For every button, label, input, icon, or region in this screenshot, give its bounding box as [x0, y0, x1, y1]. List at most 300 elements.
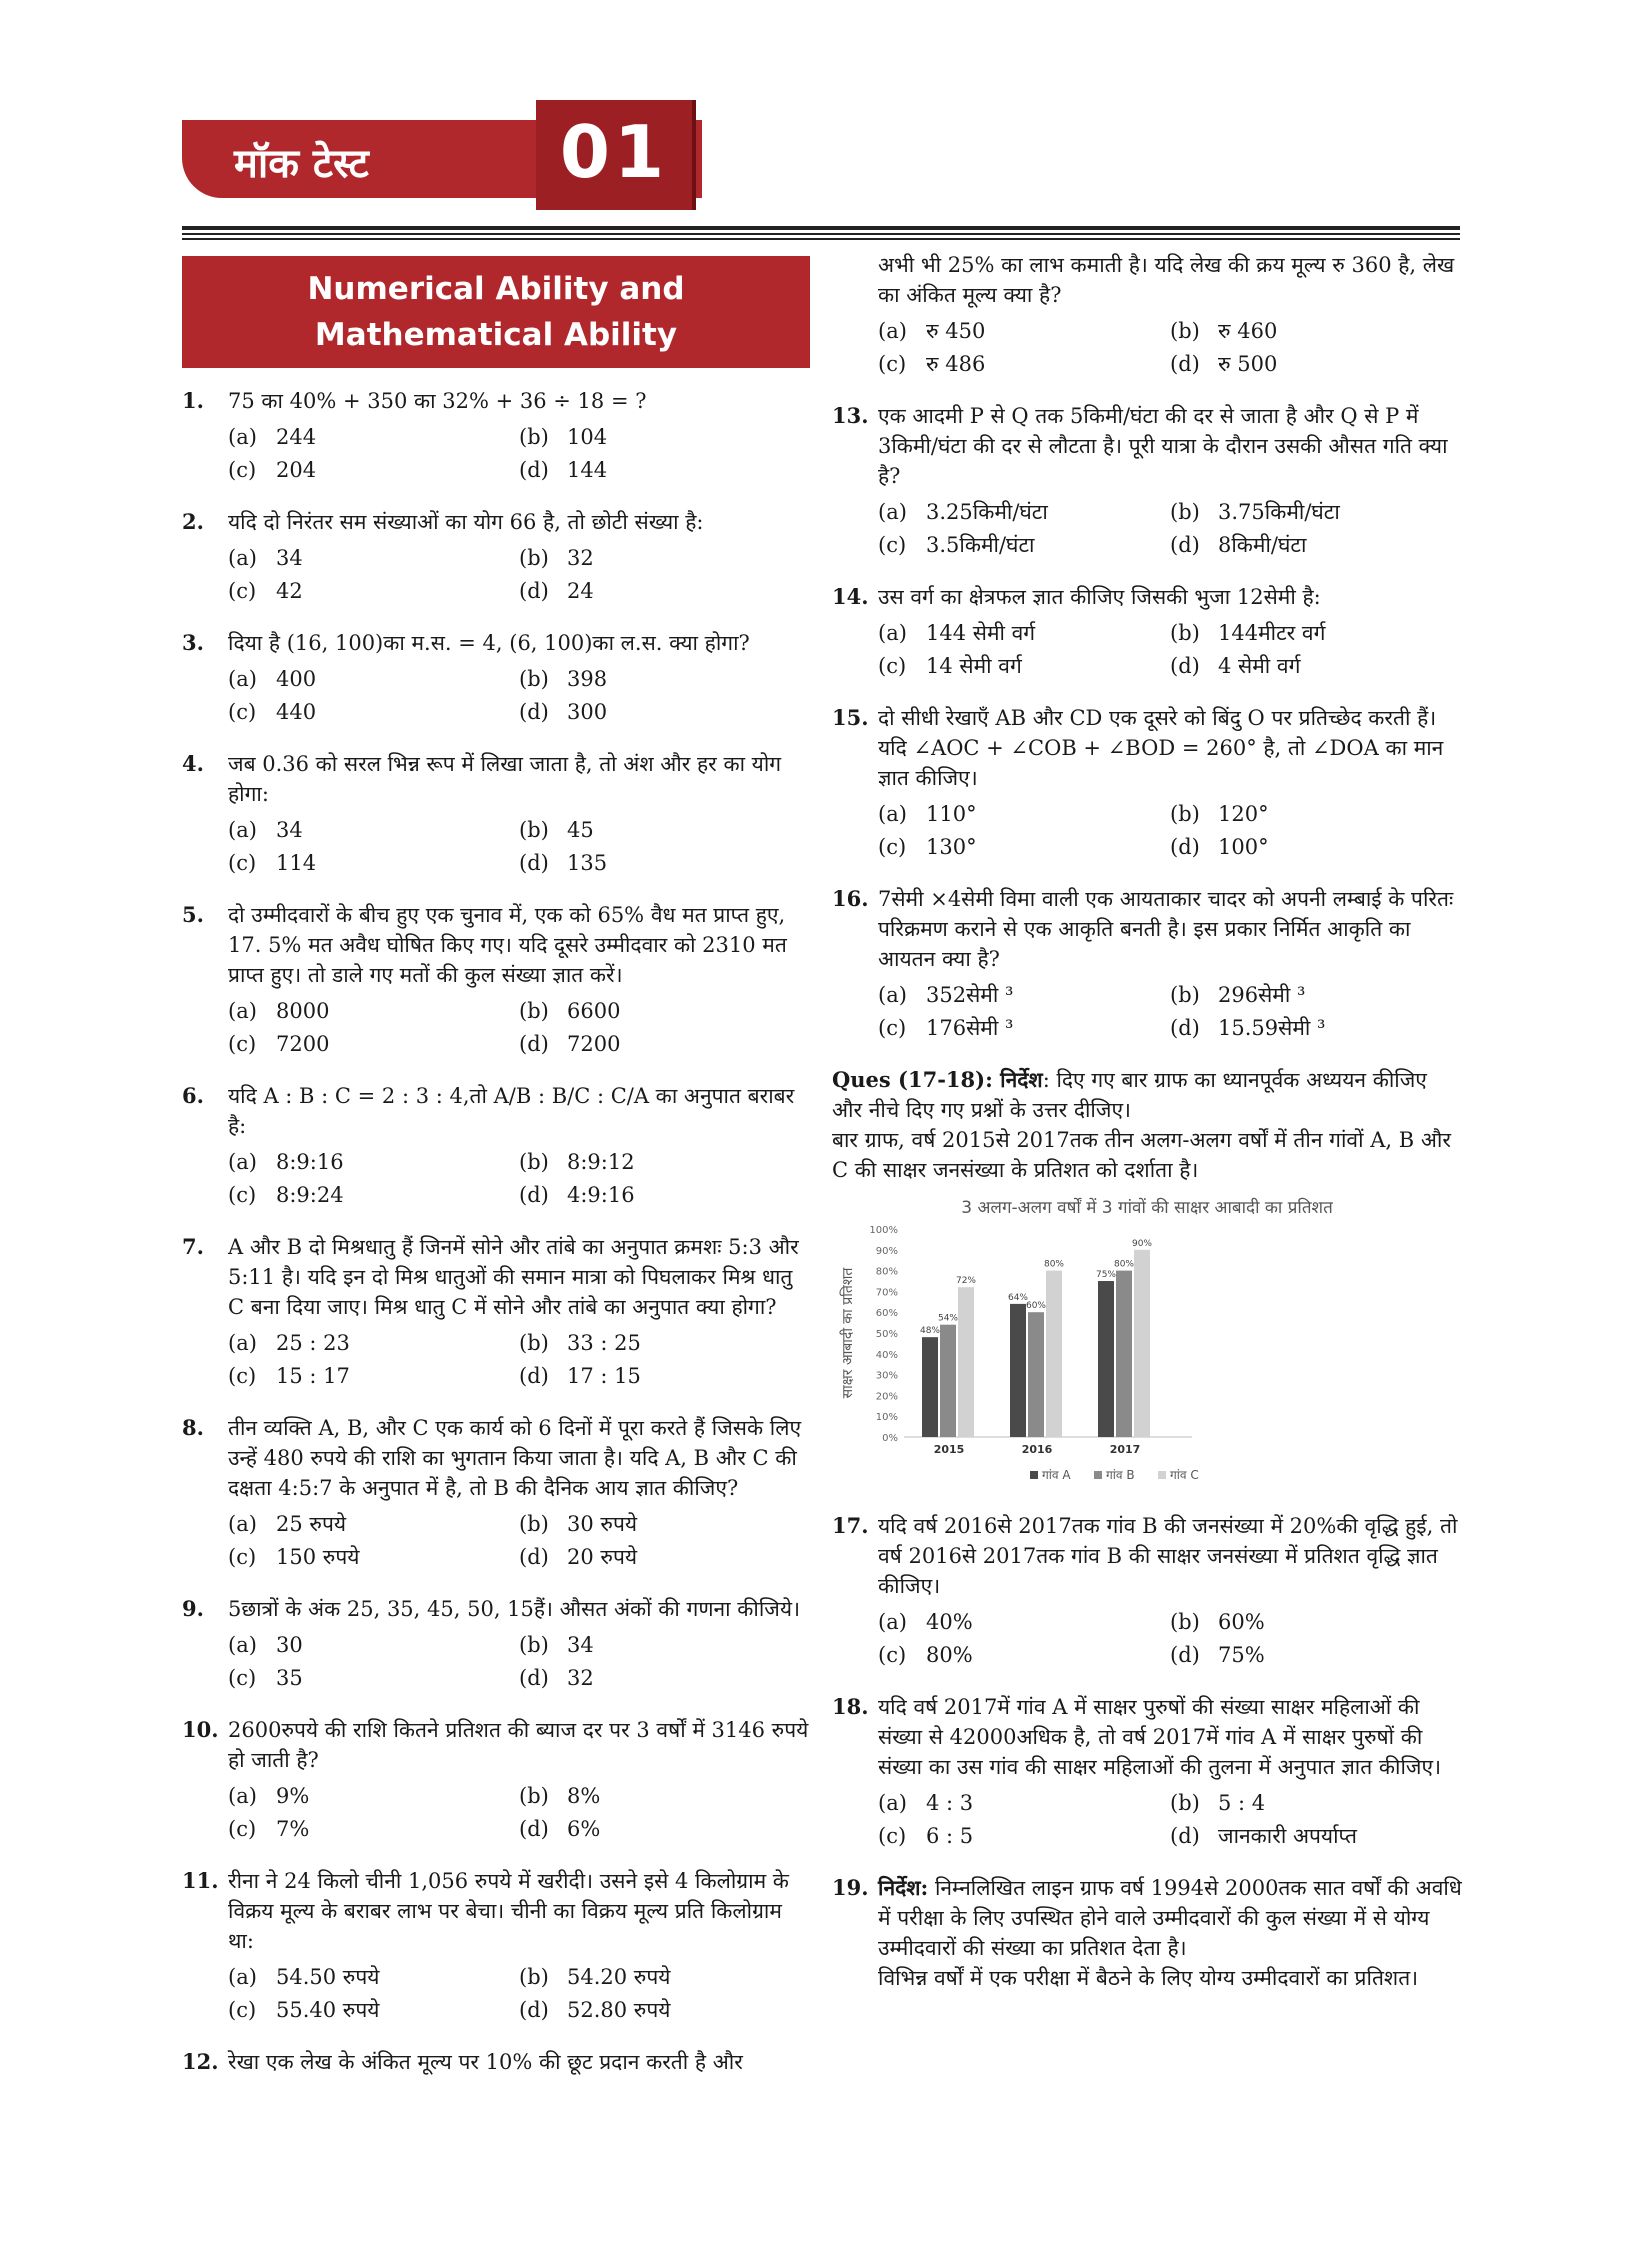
option-value: 32: [567, 1666, 594, 1690]
option-letter: (d): [1170, 1824, 1200, 1848]
question-text: रीना ने 24 किलो चीनी 1,056 रुपये में खरीदी। उसने इसे 4 किलोग्राम के विक्रय मूल्य के बराबर लाभ पर बेचा। चीनी का विक्रय मूल्य प्रति किलोग्राम था:: [228, 1869, 789, 1953]
option: [228, 1542, 519, 1572]
question-number: 7.: [182, 1234, 204, 1259]
option-value: 104: [567, 425, 608, 449]
option-letter: (b): [1170, 621, 1200, 645]
option-letter: (d): [519, 1545, 549, 1569]
options: [878, 799, 1462, 862]
option-letter: (a): [228, 1512, 257, 1536]
question-text: दो सीधी रेखाएँ AB और CD एक दूसरे को बिंदु O पर प्रतिच्छेद करती हैं। यदि ∠AOC + ∠COB + ∠BOD = 260° है, तो ∠DOA का मान ज्ञात कीजिए।: [878, 706, 1444, 790]
option: [1170, 980, 1462, 1010]
header-rule-thin-1: [182, 233, 1460, 235]
option-letter: (a): [228, 999, 257, 1023]
left-question-list: [182, 386, 810, 2077]
option: [228, 543, 519, 573]
y-tick-label: 20%: [875, 1391, 898, 1403]
option-letter: (b): [519, 1512, 549, 1536]
option: [228, 848, 519, 878]
option-letter: (c): [878, 1016, 907, 1040]
question-9: [182, 1594, 810, 1693]
option-value: 150 रुपये: [276, 1545, 360, 1569]
question-number: 8.: [182, 1415, 204, 1440]
options: [878, 1788, 1462, 1851]
question-12: [182, 2047, 810, 2077]
option: [878, 349, 1170, 379]
legend-swatch: [1030, 1471, 1038, 1479]
option-letter: (c): [228, 1817, 257, 1841]
option-letter: (c): [228, 1545, 257, 1569]
option: [878, 980, 1170, 1010]
header-label: मॉक टेस्ट: [234, 141, 369, 187]
option-value: 144: [567, 458, 608, 482]
question-number: 6.: [182, 1083, 204, 1108]
option-value: 14 सेमी वर्ग: [926, 654, 1022, 678]
legend-label: गांव A: [1042, 1468, 1071, 1482]
question-text: रेखा एक लेख के अंकित मूल्य पर 10% की छूट प्रदान करती है और: [228, 2050, 743, 2074]
option-letter: (a): [228, 425, 257, 449]
option: [878, 316, 1170, 346]
chart-svg: [832, 1217, 1462, 1497]
option: [519, 996, 810, 1026]
option-letter: (a): [878, 621, 907, 645]
option-letter: (c): [228, 1666, 257, 1690]
left-column: [182, 250, 810, 2099]
option: [228, 422, 519, 452]
option-letter: (d): [519, 1817, 549, 1841]
option-value: रु 500: [1218, 352, 1278, 376]
option-value: रु 450: [926, 319, 986, 343]
question-12-continued-text: अभी भी 25% का लाभ कमाती है। यदि लेख की क्रय मूल्य रु 360 है, लेख का अंकित मूल्य क्या है?: [878, 253, 1455, 307]
bar: [1116, 1271, 1132, 1437]
option-letter: (b): [519, 1633, 549, 1657]
question-17: [832, 1511, 1462, 1670]
option-letter: (b): [1170, 500, 1200, 524]
header-rule-thick: [182, 226, 1460, 230]
option-value: 8000: [276, 999, 330, 1023]
question-text: दिया है (16, 100)का म.स. = 4, (6, 100)का ल.स. क्या होगा?: [228, 631, 750, 655]
question-number: 4.: [182, 751, 204, 776]
option: [519, 697, 810, 727]
option-value: 3.5किमी/घंटा: [926, 533, 1035, 557]
options: [228, 996, 810, 1059]
option-value: 40%: [926, 1610, 973, 1634]
option-letter: (b): [519, 1965, 549, 1989]
option: [878, 1640, 1170, 1670]
option-letter: (d): [519, 851, 549, 875]
question-19-text-2: विभिन्न वर्षों में एक परीक्षा में बैठने के लिए योग्य उम्मीदवारों का प्रतिशत।: [878, 1966, 1419, 1990]
option: [878, 832, 1170, 862]
question-number: 17.: [832, 1513, 869, 1538]
option-value: 144 सेमी वर्ग: [926, 621, 1036, 645]
question-3: [182, 628, 810, 727]
question-8: [182, 1413, 810, 1572]
option-letter: (b): [519, 1150, 549, 1174]
y-axis-label: साक्षर आबादी का प्रतिशत: [840, 1267, 856, 1399]
option-letter: (c): [878, 835, 907, 859]
options: [878, 497, 1462, 560]
option-value: 32: [567, 546, 594, 570]
literacy-bar-chart: [832, 1195, 1462, 1495]
section-title: Numerical Ability and Mathematical Ability: [182, 256, 810, 368]
option-value: 5 : 4: [1218, 1791, 1266, 1815]
option-value: 54.50 रुपये: [276, 1965, 380, 1989]
option-value: 110°: [926, 802, 977, 826]
option-value: जानकारी अपर्याप्त: [1218, 1824, 1357, 1848]
question-15: [832, 703, 1462, 862]
option-letter: (b): [1170, 1791, 1200, 1815]
question-number: 5.: [182, 902, 204, 927]
option: [1170, 349, 1462, 379]
option-value: 8:9:12: [567, 1150, 635, 1174]
option-value: 9%: [276, 1784, 310, 1808]
option-value: 398: [567, 667, 608, 691]
option: [878, 1788, 1170, 1818]
option-letter: (a): [228, 546, 257, 570]
option-value: 80%: [926, 1643, 973, 1667]
option-value: 135: [567, 851, 608, 875]
option-value: 15.59सेमी ³: [1218, 1016, 1326, 1040]
option-value: 24: [567, 579, 594, 603]
option: [228, 697, 519, 727]
y-tick-label: 0%: [882, 1433, 898, 1444]
bar-data-label: 80%: [1113, 1259, 1135, 1270]
option-value: रु 486: [926, 352, 986, 376]
option-letter: (a): [228, 1633, 257, 1657]
option-value: 54.20 रुपये: [567, 1965, 671, 1989]
question-text: तीन व्यक्ति A, B, और C एक कार्य को 6 दिनों में पूरा करते हैं जिसके लिए उन्हें 480 रुपये की राशि का भुगतान किया जाता है। यदि A, B और C की दक्षता 4:5:7 के अनुपात में है, तो B की दैनिक आय ज्ञात कीजिए?: [228, 1416, 802, 1500]
option-value: 55.40 रुपये: [276, 1998, 380, 2022]
option-letter: (a): [228, 1784, 257, 1808]
option-value: 7%: [276, 1817, 310, 1841]
option: [519, 1962, 810, 1992]
direction-17-18: [832, 1065, 1462, 1185]
option: [519, 1814, 810, 1844]
option-letter: (c): [228, 458, 257, 482]
legend-swatch: [1158, 1471, 1166, 1479]
option-value: 25 : 23: [276, 1331, 350, 1355]
options: [878, 1607, 1462, 1670]
option-value: 352सेमी ³: [926, 983, 1014, 1007]
options: [228, 1781, 810, 1844]
bar-data-label: 60%: [1025, 1301, 1047, 1312]
bar: [1028, 1312, 1044, 1437]
option-value: 8:9:16: [276, 1150, 344, 1174]
bar: [1010, 1304, 1026, 1437]
legend-label: गांव B: [1106, 1468, 1135, 1482]
option-letter: (b): [519, 1784, 549, 1808]
option: [228, 1995, 519, 2025]
option-value: 34: [276, 546, 303, 570]
option-letter: (c): [228, 579, 257, 603]
question-19-text: निम्नलिखित लाइन ग्राफ वर्ष 1994से 2000तक सात वर्षों की अवधि में परीक्षा के लिए उपस्थित होने वाले उम्मीदवारों की कुल संख्या में से योग्य उम्मीदवारों की संख्या का प्रतिशत देता है।: [878, 1876, 1462, 1960]
bar-data-label: 80%: [1043, 1259, 1065, 1270]
question-number: 16.: [832, 886, 869, 911]
option-value: 30 रुपये: [567, 1512, 638, 1536]
option: [519, 1781, 810, 1811]
mock-test-header: [182, 100, 722, 198]
bar: [1046, 1271, 1062, 1437]
option: [878, 799, 1170, 829]
question-10: [182, 1715, 810, 1844]
option-letter: (b): [1170, 1610, 1200, 1634]
option-value: 3.25किमी/घंटा: [926, 500, 1048, 524]
option: [1170, 1821, 1462, 1851]
option: [1170, 832, 1462, 862]
option-value: 114: [276, 851, 317, 875]
y-tick-label: 60%: [875, 1308, 898, 1320]
direction-text: : दिए गए बार ग्राफ का ध्यानपूर्वक अध्ययन कीजिए और नीचे दिए गए प्रश्नों के उत्तर दीजिए।: [832, 1068, 1427, 1122]
question-19-label: निर्देश:: [878, 1875, 929, 1900]
option-letter: (d): [519, 1032, 549, 1056]
option-value: 33 : 25: [567, 1331, 641, 1355]
y-tick-label: 100%: [869, 1225, 898, 1236]
option-value: 60%: [1218, 1610, 1265, 1634]
option-letter: (b): [1170, 983, 1200, 1007]
option: [519, 1029, 810, 1059]
question-12-continued: [832, 250, 1462, 379]
question-number: 2.: [182, 509, 204, 534]
option: [519, 1663, 810, 1693]
option: [228, 1147, 519, 1177]
option-letter: (a): [228, 667, 257, 691]
option-letter: (d): [1170, 835, 1200, 859]
option-letter: (d): [1170, 352, 1200, 376]
option-letter: (c): [878, 533, 907, 557]
option-letter: (a): [878, 319, 907, 343]
option-letter: (b): [1170, 319, 1200, 343]
option-value: 7200: [276, 1032, 330, 1056]
option-letter: (c): [228, 1183, 257, 1207]
option: [228, 1814, 519, 1844]
option-letter: (c): [228, 700, 257, 724]
option-letter: (a): [878, 1610, 907, 1634]
option-value: 4 : 3: [926, 1791, 974, 1815]
direction-text-2: बार ग्राफ, वर्ष 2015से 2017तक तीन अलग-अलग वर्षों में तीन गांवों A, B और C की साक्षर जनसंख्या के प्रतिशत को दर्शाता है।: [832, 1128, 1451, 1182]
option-letter: (c): [878, 1643, 907, 1667]
question-number: 1.: [182, 388, 204, 413]
option-letter: (a): [878, 802, 907, 826]
option-letter: (d): [519, 700, 549, 724]
option-value: 6 : 5: [926, 1824, 974, 1848]
bar-data-label: 72%: [955, 1276, 977, 1287]
option-value: 8:9:24: [276, 1183, 344, 1207]
option: [519, 1328, 810, 1358]
option-value: 100°: [1218, 835, 1269, 859]
option: [1170, 651, 1462, 681]
option: [1170, 316, 1462, 346]
option-letter: (b): [1170, 802, 1200, 826]
header-rule-thin-2: [182, 238, 1460, 240]
question-19: [832, 1873, 1462, 1993]
option-value: 75%: [1218, 1643, 1265, 1667]
question-5: [182, 900, 810, 1059]
option: [519, 1995, 810, 2025]
question-text: 7सेमी ×4सेमी विमा वाली एक आयताकार चादर को अपनी लम्बाई के परितः परिक्रमण कराने से एक आकृति बनती है। इस प्रकार निर्मित आकृति का आयतन क्या है?: [878, 887, 1454, 971]
bar: [1134, 1250, 1150, 1437]
question-6: [182, 1081, 810, 1210]
option-letter: (c): [228, 851, 257, 875]
option-value: 30: [276, 1633, 303, 1657]
option-letter: (d): [519, 1998, 549, 2022]
option: [878, 530, 1170, 560]
option: [519, 664, 810, 694]
option-letter: (c): [228, 1032, 257, 1056]
y-tick-label: 70%: [875, 1287, 898, 1299]
option-letter: (d): [1170, 1016, 1200, 1040]
question-number: 12.: [182, 2049, 219, 2074]
option-value: 204: [276, 458, 317, 482]
bar: [958, 1287, 974, 1437]
option-letter: (d): [1170, 1643, 1200, 1667]
question-text: यदि वर्ष 2017में गांव A में साक्षर पुरुषों की संख्या साक्षर महिलाओं की संख्या से 42000अधिक है, तो वर्ष 2017में गांव A में साक्षर पुरुषों की संख्या का उस गांव की साक्षर महिलाओं की तुलना में अनुपात ज्ञात कीजिए।: [878, 1695, 1442, 1779]
option: [228, 1328, 519, 1358]
option: [1170, 1607, 1462, 1637]
option-value: 20 रुपये: [567, 1545, 638, 1569]
option-letter: (c): [878, 654, 907, 678]
options: [228, 1328, 810, 1391]
option: [878, 1607, 1170, 1637]
option-letter: (a): [228, 1965, 257, 1989]
question-number: 10.: [182, 1717, 219, 1742]
header-number: 01: [559, 110, 669, 194]
bar-data-label: 64%: [1007, 1292, 1029, 1303]
y-tick-label: 50%: [875, 1329, 898, 1340]
option-value: 130°: [926, 835, 977, 859]
option-value: 15 : 17: [276, 1364, 350, 1388]
option: [228, 1663, 519, 1693]
option-value: 400: [276, 667, 317, 691]
option: [519, 1630, 810, 1660]
option-letter: (c): [878, 1824, 907, 1848]
right-column: [832, 250, 1462, 2015]
question-16: [832, 884, 1462, 1043]
bar-data-label: 75%: [1095, 1270, 1117, 1280]
question-text: 75 का 40% + 350 का 32% + 36 ÷ 18 = ?: [228, 389, 647, 413]
option: [228, 1962, 519, 1992]
option-letter: (a): [228, 1331, 257, 1355]
option: [1170, 530, 1462, 560]
question-number: 15.: [832, 705, 869, 730]
option-letter: (d): [519, 579, 549, 603]
option-letter: (b): [519, 546, 549, 570]
option: [228, 664, 519, 694]
option: [519, 1361, 810, 1391]
bar: [940, 1325, 956, 1437]
option-value: 17 : 15: [567, 1364, 641, 1388]
bar: [1098, 1281, 1114, 1437]
question-text: 2600रुपये की राशि कितने प्रतिशत की ब्याज दर पर 3 वर्षों में 3146 रुपये हो जाती है?: [228, 1718, 809, 1772]
option: [1170, 799, 1462, 829]
option: [519, 1180, 810, 1210]
options: [878, 980, 1462, 1043]
option-value: 440: [276, 700, 317, 724]
option-value: 3.75किमी/घंटा: [1218, 500, 1340, 524]
option-value: 120°: [1218, 802, 1269, 826]
option: [1170, 1640, 1462, 1670]
option-value: 52.80 रुपये: [567, 1998, 671, 2022]
legend-swatch: [1094, 1471, 1102, 1479]
option-letter: (d): [1170, 654, 1200, 678]
question-number: 13.: [832, 403, 869, 428]
option: [519, 455, 810, 485]
option-letter: (d): [519, 1364, 549, 1388]
option: [228, 1029, 519, 1059]
option: [519, 543, 810, 573]
x-tick-label: 2015: [933, 1443, 965, 1456]
question-number: 3.: [182, 630, 204, 655]
options: [228, 1147, 810, 1210]
option: [519, 1542, 810, 1572]
question-text: दो उम्मीदवारों के बीच हुए एक चुनाव में, एक को 65% वैध मत प्राप्त हुए, 17. 5% मत अवैध घोषित किए गए। यदि दूसरे उम्मीदवार को 2310 मत प्राप्त हुए। तो डाले गए मतों की कुल संख्या ज्ञात करें।: [228, 903, 787, 987]
option-letter: (b): [519, 667, 549, 691]
question-number: 18.: [832, 1694, 869, 1719]
option: [519, 422, 810, 452]
option: [1170, 1788, 1462, 1818]
question-text: A और B दो मिश्रधातु हैं जिनमें सोने और तांबे का अनुपात क्रमशः 5:3 और 5:11 है। यदि इन दो मिश्र धातुओं की समान मात्रा को पिघलाकर मिश्र धातु C बना दिया जाए। मिश्र धातु C में सोने और तांबे का अनुपात क्या होगा?: [228, 1235, 799, 1319]
options: [228, 1509, 810, 1572]
options: [228, 815, 810, 878]
right-question-list-a: [832, 401, 1462, 1043]
option-letter: (d): [519, 458, 549, 482]
option-letter: (c): [228, 1364, 257, 1388]
option-letter: (a): [878, 1791, 907, 1815]
option: [228, 1781, 519, 1811]
option: [878, 618, 1170, 648]
option-value: 296सेमी ³: [1218, 983, 1306, 1007]
option: [228, 1630, 519, 1660]
question-4: [182, 749, 810, 878]
option-value: 4:9:16: [567, 1183, 635, 1207]
option-value: 34: [276, 818, 303, 842]
option-letter: (a): [228, 818, 257, 842]
option: [1170, 1013, 1462, 1043]
bar-data-label: 48%: [919, 1326, 941, 1337]
question-number: 14.: [832, 584, 869, 609]
option-letter: (b): [519, 1331, 549, 1355]
option: [878, 651, 1170, 681]
option-letter: (a): [878, 500, 907, 524]
option-letter: (d): [1170, 533, 1200, 557]
x-tick-label: 2017: [1109, 1443, 1141, 1456]
question-number: 9.: [182, 1596, 204, 1621]
options: [228, 543, 810, 606]
option-value: 176सेमी ³: [926, 1016, 1014, 1040]
question-number: 19.: [832, 1875, 869, 1900]
question-text: यदि वर्ष 2016से 2017तक गांव B की जनसंख्या में 20%की वृद्धि हुई, तो वर्ष 2016से 2017तक गांव B की साक्षर जनसंख्या में प्रतिशत वृद्धि ज्ञात कीजिए।: [878, 1514, 1458, 1598]
option-value: 4 सेमी वर्ग: [1218, 654, 1301, 678]
option-value: 8किमी/घंटा: [1218, 533, 1307, 557]
option: [878, 497, 1170, 527]
question-number: 11.: [182, 1868, 219, 1893]
option-value: रु 460: [1218, 319, 1278, 343]
question-12-options: [878, 316, 1462, 379]
option-letter: (d): [519, 1666, 549, 1690]
right-question-list-b: [832, 1511, 1462, 1851]
option-value: 6600: [567, 999, 621, 1023]
option: [878, 1821, 1170, 1851]
options: [228, 1630, 810, 1693]
bar-data-label: 90%: [1131, 1238, 1153, 1249]
question-11: [182, 1866, 810, 2025]
option-letter: (c): [878, 352, 907, 376]
question-18: [832, 1692, 1462, 1851]
option: [1170, 618, 1462, 648]
option: [228, 1180, 519, 1210]
option-value: 7200: [567, 1032, 621, 1056]
option-value: 42: [276, 579, 303, 603]
question-2: [182, 507, 810, 606]
option: [228, 576, 519, 606]
